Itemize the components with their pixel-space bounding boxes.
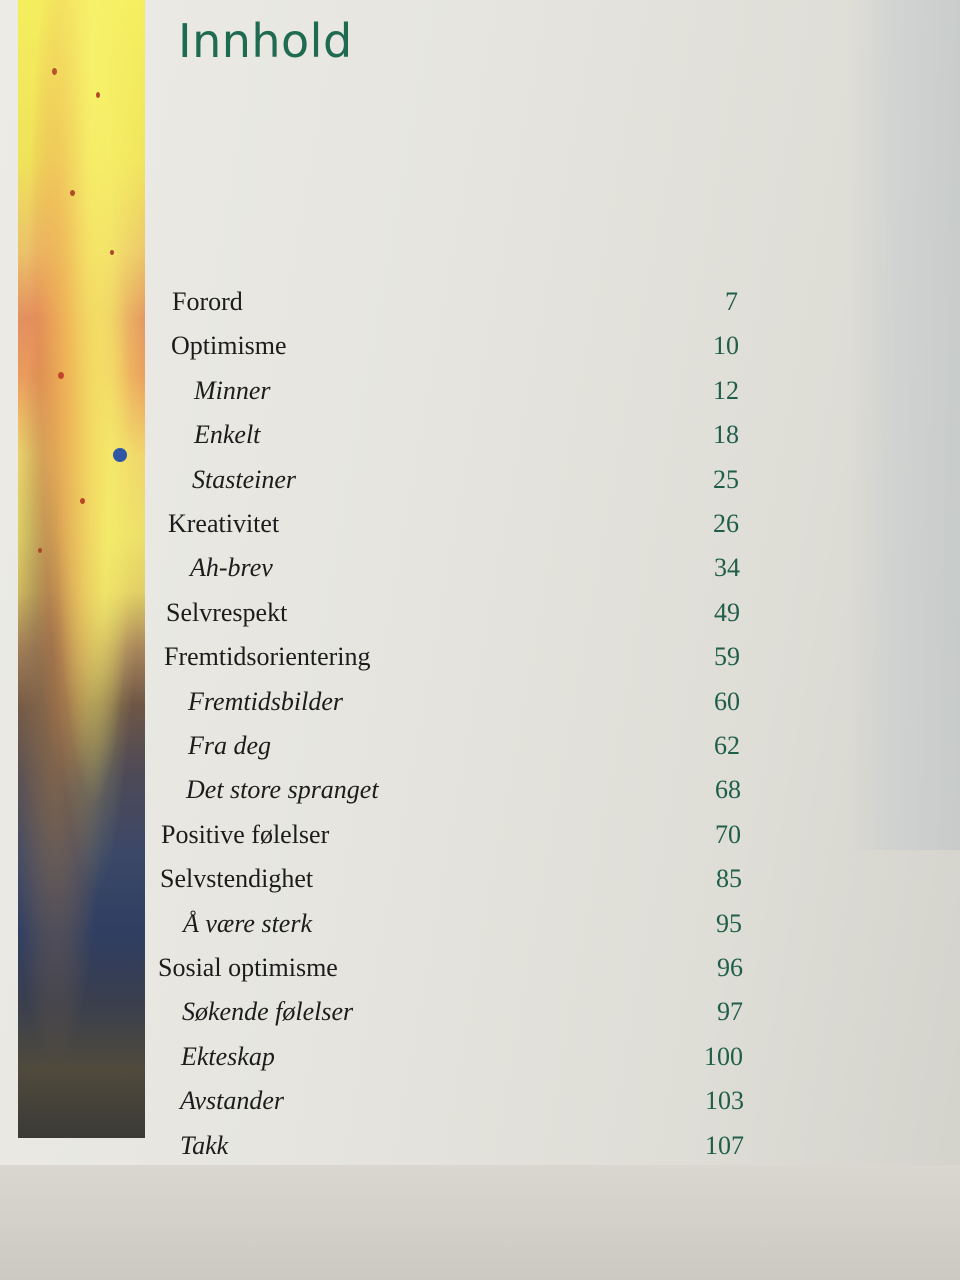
toc-page-number: 70 bbox=[715, 819, 741, 849]
toc-section-title: Sosial optimisme bbox=[158, 953, 338, 982]
toc-subsection-title: Fra deg bbox=[188, 731, 272, 760]
toc-page-number: 96 bbox=[717, 953, 743, 982]
toc-entry bbox=[0, 770, 960, 810]
toc-entry bbox=[0, 1126, 960, 1166]
toc-page-number: 59 bbox=[714, 642, 740, 672]
toc-entry bbox=[0, 992, 960, 1032]
toc-subsection-title: Ekteskap bbox=[181, 1041, 275, 1071]
paint-splash bbox=[96, 92, 100, 98]
toc-section-title: Selvrespekt bbox=[166, 597, 288, 627]
toc-page-number: 107 bbox=[705, 1130, 744, 1160]
toc-entry bbox=[0, 726, 960, 766]
toc-subsection-title: Takk bbox=[180, 1130, 229, 1160]
toc-entry bbox=[0, 282, 960, 322]
toc-entry bbox=[0, 371, 960, 411]
toc-entry bbox=[0, 504, 960, 544]
toc-subsection-title: Det store spranget bbox=[186, 775, 379, 805]
toc-entry bbox=[0, 859, 960, 899]
toc-entry bbox=[0, 948, 960, 988]
toc-page-number: 10 bbox=[713, 331, 739, 361]
toc-page-number: 62 bbox=[714, 731, 740, 760]
toc-subsection-title: Fremtidsbilder bbox=[188, 686, 344, 716]
toc-entry bbox=[0, 326, 960, 366]
toc-subsection-title: Minner bbox=[194, 375, 271, 405]
toc-section-title: Fremtidsorientering bbox=[164, 642, 371, 672]
toc-section-title: Kreativitet bbox=[168, 509, 280, 538]
toc-subsection-title: Å være sterk bbox=[183, 908, 312, 938]
paint-splash bbox=[110, 250, 114, 255]
toc-entry bbox=[0, 548, 960, 588]
toc-entry bbox=[0, 593, 960, 633]
page-title: Innhold bbox=[178, 14, 353, 68]
toc-entry bbox=[0, 415, 960, 455]
toc-page-number: 68 bbox=[715, 775, 741, 805]
toc-subsection-title: Søkende følelser bbox=[182, 997, 354, 1027]
toc-page-number: 85 bbox=[716, 864, 742, 894]
toc-section-title: Selvstendighet bbox=[160, 864, 314, 894]
toc-entry bbox=[0, 1081, 960, 1121]
toc-entry bbox=[0, 1037, 960, 1077]
toc-page-number: 26 bbox=[713, 509, 739, 538]
toc-page-number: 95 bbox=[716, 908, 742, 938]
toc-subsection-title: Enkelt bbox=[194, 420, 261, 450]
toc-page-number: 34 bbox=[714, 553, 740, 583]
toc-page-number: 97 bbox=[717, 997, 743, 1027]
toc-section-title: Positive følelser bbox=[161, 819, 330, 849]
paint-splash bbox=[70, 190, 75, 196]
toc-section-title: Forord bbox=[172, 287, 243, 316]
toc-entry bbox=[0, 637, 960, 677]
toc-page-number: 100 bbox=[704, 1041, 743, 1071]
toc-subsection-title: Avstander bbox=[180, 1086, 284, 1116]
toc-entry bbox=[0, 460, 960, 500]
toc-entry bbox=[0, 815, 960, 855]
toc-section-title: Optimisme bbox=[171, 331, 287, 361]
toc-page-number: 12 bbox=[713, 375, 739, 405]
toc-entry bbox=[0, 904, 960, 944]
toc-page-number: 7 bbox=[725, 287, 738, 316]
toc-subsection-title: Stasteiner bbox=[192, 464, 296, 494]
paint-splash bbox=[52, 68, 57, 75]
toc-page-number: 18 bbox=[713, 420, 739, 450]
toc-entry bbox=[0, 682, 960, 722]
paper-edge bbox=[0, 1165, 960, 1280]
toc-page-number: 49 bbox=[714, 597, 740, 627]
toc-page-number: 103 bbox=[705, 1086, 744, 1116]
toc-page-number: 25 bbox=[713, 464, 739, 494]
toc-page-number: 60 bbox=[714, 686, 740, 716]
toc-subsection-title: Ah-brev bbox=[190, 553, 273, 583]
